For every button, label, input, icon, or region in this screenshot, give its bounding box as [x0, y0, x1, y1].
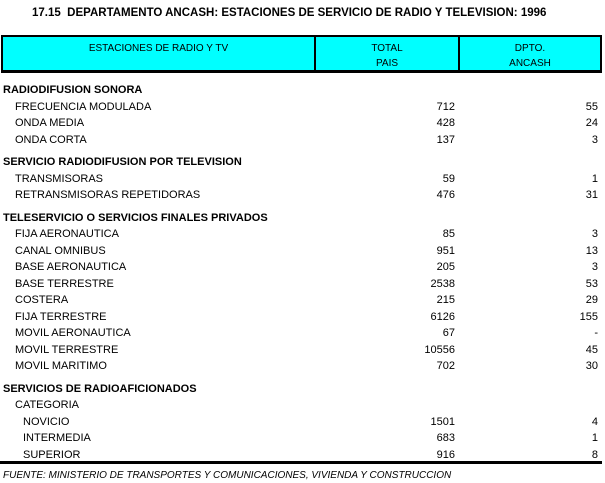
row-label: RETRANSMISORAS REPETIDORAS — [15, 189, 201, 201]
row-label: ONDA MEDIA — [15, 117, 85, 129]
row-label: TRANSMISORAS — [15, 172, 104, 185]
row-label: INTERMEDIA — [23, 432, 91, 444]
column-header-stations-label: ESTACIONES DE RADIO Y TV — [88, 43, 229, 54]
table-row — [1, 397, 602, 414]
row-total-pais-value: 428 — [436, 117, 455, 129]
row-dpto-ancash-value: 3 — [591, 228, 598, 240]
row-total-pais-value: 59 — [442, 172, 455, 185]
table-header — [1, 35, 602, 73]
table-row — [1, 325, 602, 342]
row-dpto-ancash-value: - — [594, 327, 598, 339]
row-total-pais-value: 205 — [436, 261, 455, 273]
column-header-dpto-line1: DPTO. — [514, 43, 546, 54]
column-header-total-pais — [316, 37, 460, 70]
row-total-pais-value: 951 — [436, 244, 455, 257]
table-row — [1, 358, 602, 375]
row-total-pais-value: 215 — [436, 294, 455, 306]
row-label: TELESERVICIO O SERVICIOS FINALES PRIVADOS — [3, 211, 268, 224]
bottom-rule — [0, 461, 602, 464]
source-note: FUENTE: MINISTERIO DE TRANSPORTES Y COMUNICACIONES, VIVIENDA Y CONSTRUCCION — [3, 470, 452, 481]
row-dpto-ancash-value: 29 — [585, 294, 598, 306]
row-total-pais-value: 67 — [442, 327, 455, 339]
row-label: ONDA CORTA — [15, 133, 87, 146]
row-dpto-ancash-value: 3 — [591, 133, 598, 146]
row-total-pais-value: 137 — [436, 133, 455, 146]
row-label: MOVIL TERRESTRE — [15, 343, 119, 356]
column-header-dpto-line2: ANCASH — [509, 58, 551, 69]
row-total-pais-value: 6126 — [430, 310, 455, 323]
row-dpto-ancash-value: 55 — [585, 100, 598, 113]
table-row — [1, 99, 602, 116]
table-row — [1, 259, 602, 276]
row-label: FIJA TERRESTRE — [15, 310, 107, 323]
row-total-pais-value: 712 — [436, 100, 455, 113]
table-row — [1, 171, 602, 188]
row-dpto-ancash-value: 30 — [585, 360, 598, 372]
row-dpto-ancash-value: 31 — [585, 189, 598, 201]
row-label: SUPERIOR — [23, 448, 81, 461]
row-label: BASE TERRESTRE — [15, 277, 114, 290]
row-label: MOVIL MARITIMO — [15, 360, 107, 372]
row-total-pais-value: 683 — [436, 432, 455, 444]
table-row — [1, 430, 602, 447]
table-row — [1, 132, 602, 149]
row-label: COSTERA — [15, 294, 69, 306]
row-total-pais-value: 2538 — [430, 277, 455, 290]
row-dpto-ancash-value: 53 — [585, 277, 598, 290]
row-label: SERVICIOS DE RADIOAFICIONADOS — [3, 382, 197, 395]
row-dpto-ancash-value: 45 — [585, 343, 598, 356]
row-total-pais-value: 916 — [436, 448, 455, 461]
row-total-pais-value: 10556 — [424, 343, 455, 356]
table-row — [1, 154, 602, 171]
row-label: MOVIL AERONAUTICA — [15, 327, 131, 339]
table-row — [1, 292, 602, 309]
table-row — [1, 342, 602, 359]
row-label: CANAL OMNIBUS — [15, 244, 106, 257]
row-dpto-ancash-value: 3 — [591, 261, 598, 273]
table-row — [1, 414, 602, 431]
table-row — [1, 187, 602, 204]
row-dpto-ancash-value: 13 — [585, 244, 598, 257]
row-label: BASE AERONAUTICA — [15, 261, 127, 273]
row-dpto-ancash-value: 155 — [579, 310, 598, 323]
row-label: FRECUENCIA MODULADA — [15, 100, 152, 113]
row-dpto-ancash-value: 1 — [591, 432, 598, 444]
row-label: RADIODIFUSION SONORA — [3, 84, 143, 96]
table-row — [1, 381, 602, 398]
row-total-pais-value: 1501 — [430, 415, 455, 428]
row-dpto-ancash-value: 4 — [591, 415, 598, 428]
row-label: SERVICIO RADIODIFUSION POR TELEVISION — [3, 156, 242, 168]
row-dpto-ancash-value: 8 — [591, 448, 598, 461]
row-label: CATEGORIA — [15, 399, 79, 411]
row-label: NOVICIO — [23, 415, 70, 428]
table-row — [1, 226, 602, 243]
column-header-total-line1: TOTAL — [371, 43, 403, 54]
column-header-dpto-ancash — [460, 37, 600, 70]
row-label: FIJA AERONAUTICA — [15, 228, 119, 240]
row-dpto-ancash-value: 1 — [591, 172, 598, 185]
table-body — [1, 76, 602, 463]
table-row — [1, 115, 602, 132]
column-header-stations — [3, 37, 316, 70]
table-row — [1, 276, 602, 293]
row-total-pais-value: 85 — [442, 228, 455, 240]
column-header-total-line2: PAIS — [375, 58, 399, 69]
table-row — [1, 309, 602, 326]
table-row — [1, 82, 602, 99]
row-dpto-ancash-value: 24 — [585, 117, 598, 129]
row-total-pais-value: 702 — [436, 360, 455, 372]
table-row — [1, 243, 602, 260]
row-total-pais-value: 476 — [436, 189, 455, 201]
table-row — [1, 210, 602, 227]
page-title: 17.15 DEPARTAMENTO ANCASH: ESTACIONES DE SERVICIO DE RADIO Y TELEVISION: 1996 — [32, 7, 547, 19]
